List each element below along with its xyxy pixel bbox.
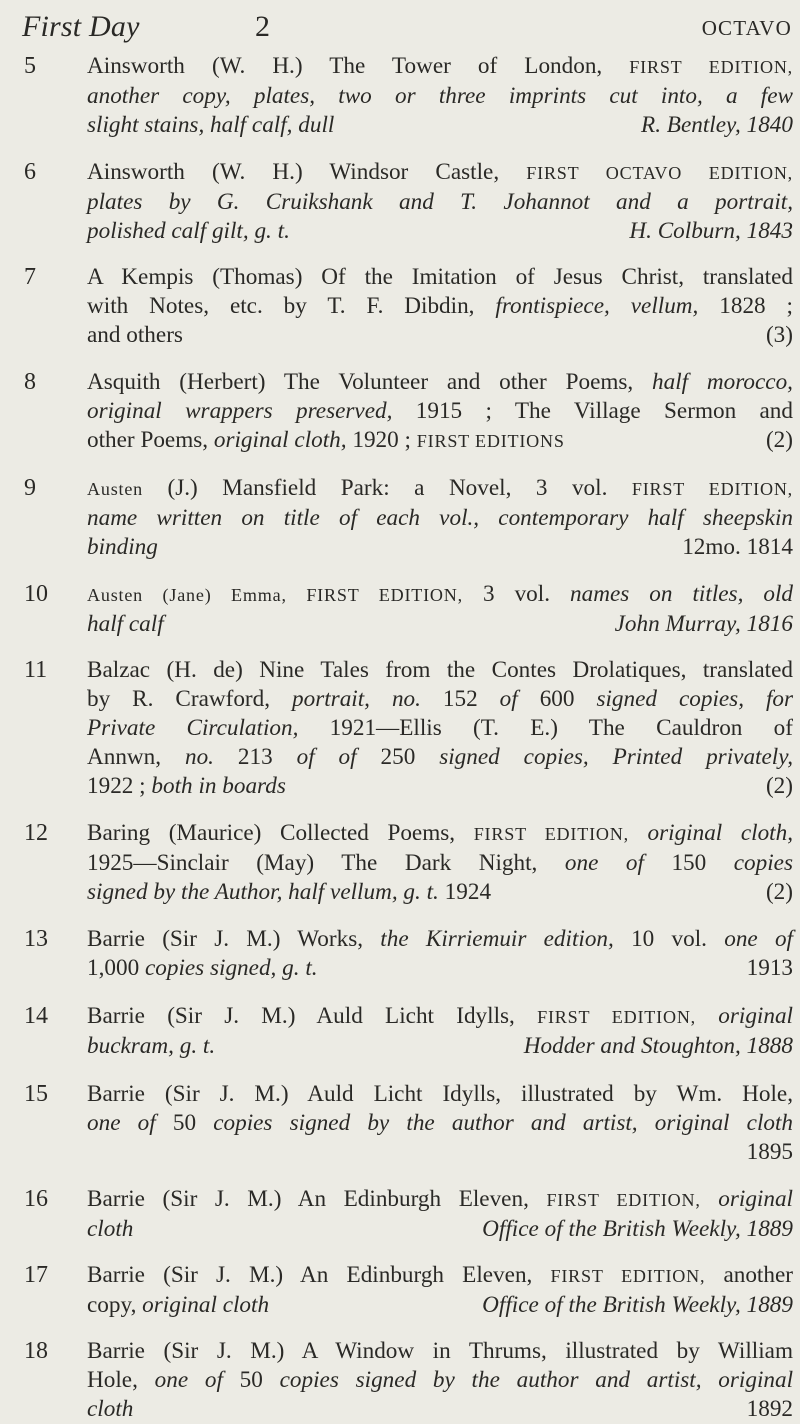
- lot-number: 6: [24, 159, 36, 185]
- desc-line: Balzac (H. de) Nine Tales from the Contes Drolatiques, translated: [87, 657, 793, 683]
- desc-line: one of 50 copies signed by the author and artist, original cloth: [87, 1110, 794, 1136]
- desc-line: A Kempis (Thomas) Of the Imitation of Jesus Christ, translated: [87, 264, 793, 290]
- lot-number: 5: [24, 53, 36, 79]
- lot-description: [87, 925, 793, 983]
- desc-line: Barrie (Sir J. M.) Auld Licht Idylls, illustrated by Wm. Hole,: [87, 1081, 793, 1107]
- lot-number: 14: [24, 1003, 48, 1029]
- lot-number: 15: [24, 1081, 48, 1107]
- lot-number: 17: [24, 1262, 48, 1288]
- desc-line: Austen (J.) Mansfield Park: a Novel, 3 vol. FIRST EDITION,: [87, 475, 793, 501]
- lot-description: [87, 263, 793, 350]
- desc-line: Ainsworth (W. H.) The Tower of London, FIRST EDITION,: [87, 53, 794, 79]
- desc-line: Barrie (Sir J. M.) An Edinburgh Eleven, FIRST EDITION, another: [87, 1262, 793, 1288]
- lot-description: [87, 1002, 793, 1061]
- desc-line: and others (3): [87, 322, 793, 348]
- lot-number: 12: [24, 820, 48, 846]
- desc-line: name written on title of each vol., contemporary half sheepskin: [87, 505, 793, 531]
- lot-description: [87, 1261, 793, 1320]
- desc-line: polished calf gilt, g. t. H. Colburn, 1843: [87, 218, 793, 244]
- page-header: [22, 10, 792, 50]
- desc-line: Ainsworth (W. H.) Windsor Castle, FIRST OCTAVO EDITION,: [87, 159, 793, 185]
- desc-line: copy, original cloth Office of the British Weekly, 1889: [87, 1292, 793, 1318]
- desc-line: cloth 1892: [87, 1396, 793, 1422]
- lot-number: 16: [24, 1186, 48, 1212]
- desc-line: 1,000 copies signed, g. t. 1913: [87, 955, 793, 981]
- desc-line: signed by the Author, half vellum, g. t. 1924 (2): [87, 879, 793, 905]
- desc-line: Private Circulation, 1921—Ellis (T. E.) The Cauldron of: [87, 715, 793, 741]
- desc-line: Barrie (Sir J. M.) Works, the Kirriemuir edition, 10 vol. one of: [87, 926, 793, 952]
- lot-number: 10: [24, 581, 48, 607]
- desc-line: cloth Office of the British Weekly, 1889: [87, 1216, 793, 1242]
- desc-line: Hole, one of 50 copies signed by the author and artist, original: [87, 1367, 794, 1393]
- lot-description: [87, 819, 793, 907]
- lot-number: 9: [24, 475, 36, 501]
- running-head: First Day: [22, 10, 140, 43]
- desc-line: other Poems, original cloth, 1920 ; FIRST EDITIONS (2): [87, 427, 793, 453]
- desc-line: 1922 ; both in boards (2): [87, 773, 793, 799]
- desc-line: original wrappers preserved, 1915 ; The Village Sermon and: [87, 398, 793, 424]
- desc-line: Barrie (Sir J. M.) A Window in Thrums, illustrated by William: [87, 1338, 793, 1364]
- desc-line: Asquith (Herbert) The Volunteer and other Poems, half morocco,: [87, 369, 793, 395]
- lot-description: [87, 158, 793, 246]
- lot-description: [87, 656, 793, 801]
- lot-number: 13: [24, 926, 48, 952]
- lot-number: 18: [24, 1338, 48, 1364]
- desc-line: Austen (Jane) Emma, FIRST EDITION, 3 vol. names on titles, old: [87, 581, 794, 607]
- desc-line: Barrie (Sir J. M.) Auld Licht Idylls, FIRST EDITION, original: [87, 1003, 793, 1029]
- desc-line: buckram, g. t. Hodder and Stoughton, 1888: [87, 1033, 793, 1059]
- desc-line: Baring (Maurice) Collected Poems, FIRST EDITION, original cloth,: [87, 820, 793, 846]
- desc-line: Annwn, no. 213 of of 250 signed copies, Printed privately,: [87, 744, 794, 770]
- desc-line: slight stains, half calf, dull R. Bentley, 1840: [87, 112, 793, 138]
- desc-line: another copy, plates, two or three imprints cut into, a few: [87, 83, 793, 109]
- lot-description: [87, 52, 793, 140]
- lot-number: 11: [24, 657, 48, 683]
- desc-line: by R. Crawford, portrait, no. 152 of 600 signed copies, for: [87, 686, 794, 712]
- lot-description: [87, 368, 793, 456]
- lot-description: Barrie (Sir J. M.) Auld Licht Idylls, illustrated by Wm. Hole, one of 50 copies signed by the author and artist, original cloth 1895: [87, 1081, 794, 1165]
- desc-line: 1925—Sinclair (May) The Dark Night, one of 150 copies: [87, 850, 794, 876]
- desc-line: Barrie (Sir J. M.) An Edinburgh Eleven, FIRST EDITION, original: [87, 1186, 793, 1212]
- lot-number: 8: [24, 369, 36, 395]
- desc-line: binding 12mo. 1814: [87, 534, 793, 560]
- desc-line: with Notes, etc. by T. F. Dibdin, frontispiece, vellum, 1828 ;: [87, 293, 793, 319]
- page-number: 2: [255, 10, 270, 43]
- desc-line: plates by G. Cruikshank and T. Johannot and a portrait,: [87, 189, 793, 215]
- lot-description: [87, 1337, 793, 1424]
- lot-number: 7: [24, 264, 36, 290]
- lot-description: [87, 580, 793, 639]
- lot-description: [87, 1185, 793, 1244]
- format-label: OCTAVO: [701, 16, 792, 40]
- desc-line: half calf John Murray, 1816: [87, 611, 793, 637]
- lot-description: [87, 474, 793, 562]
